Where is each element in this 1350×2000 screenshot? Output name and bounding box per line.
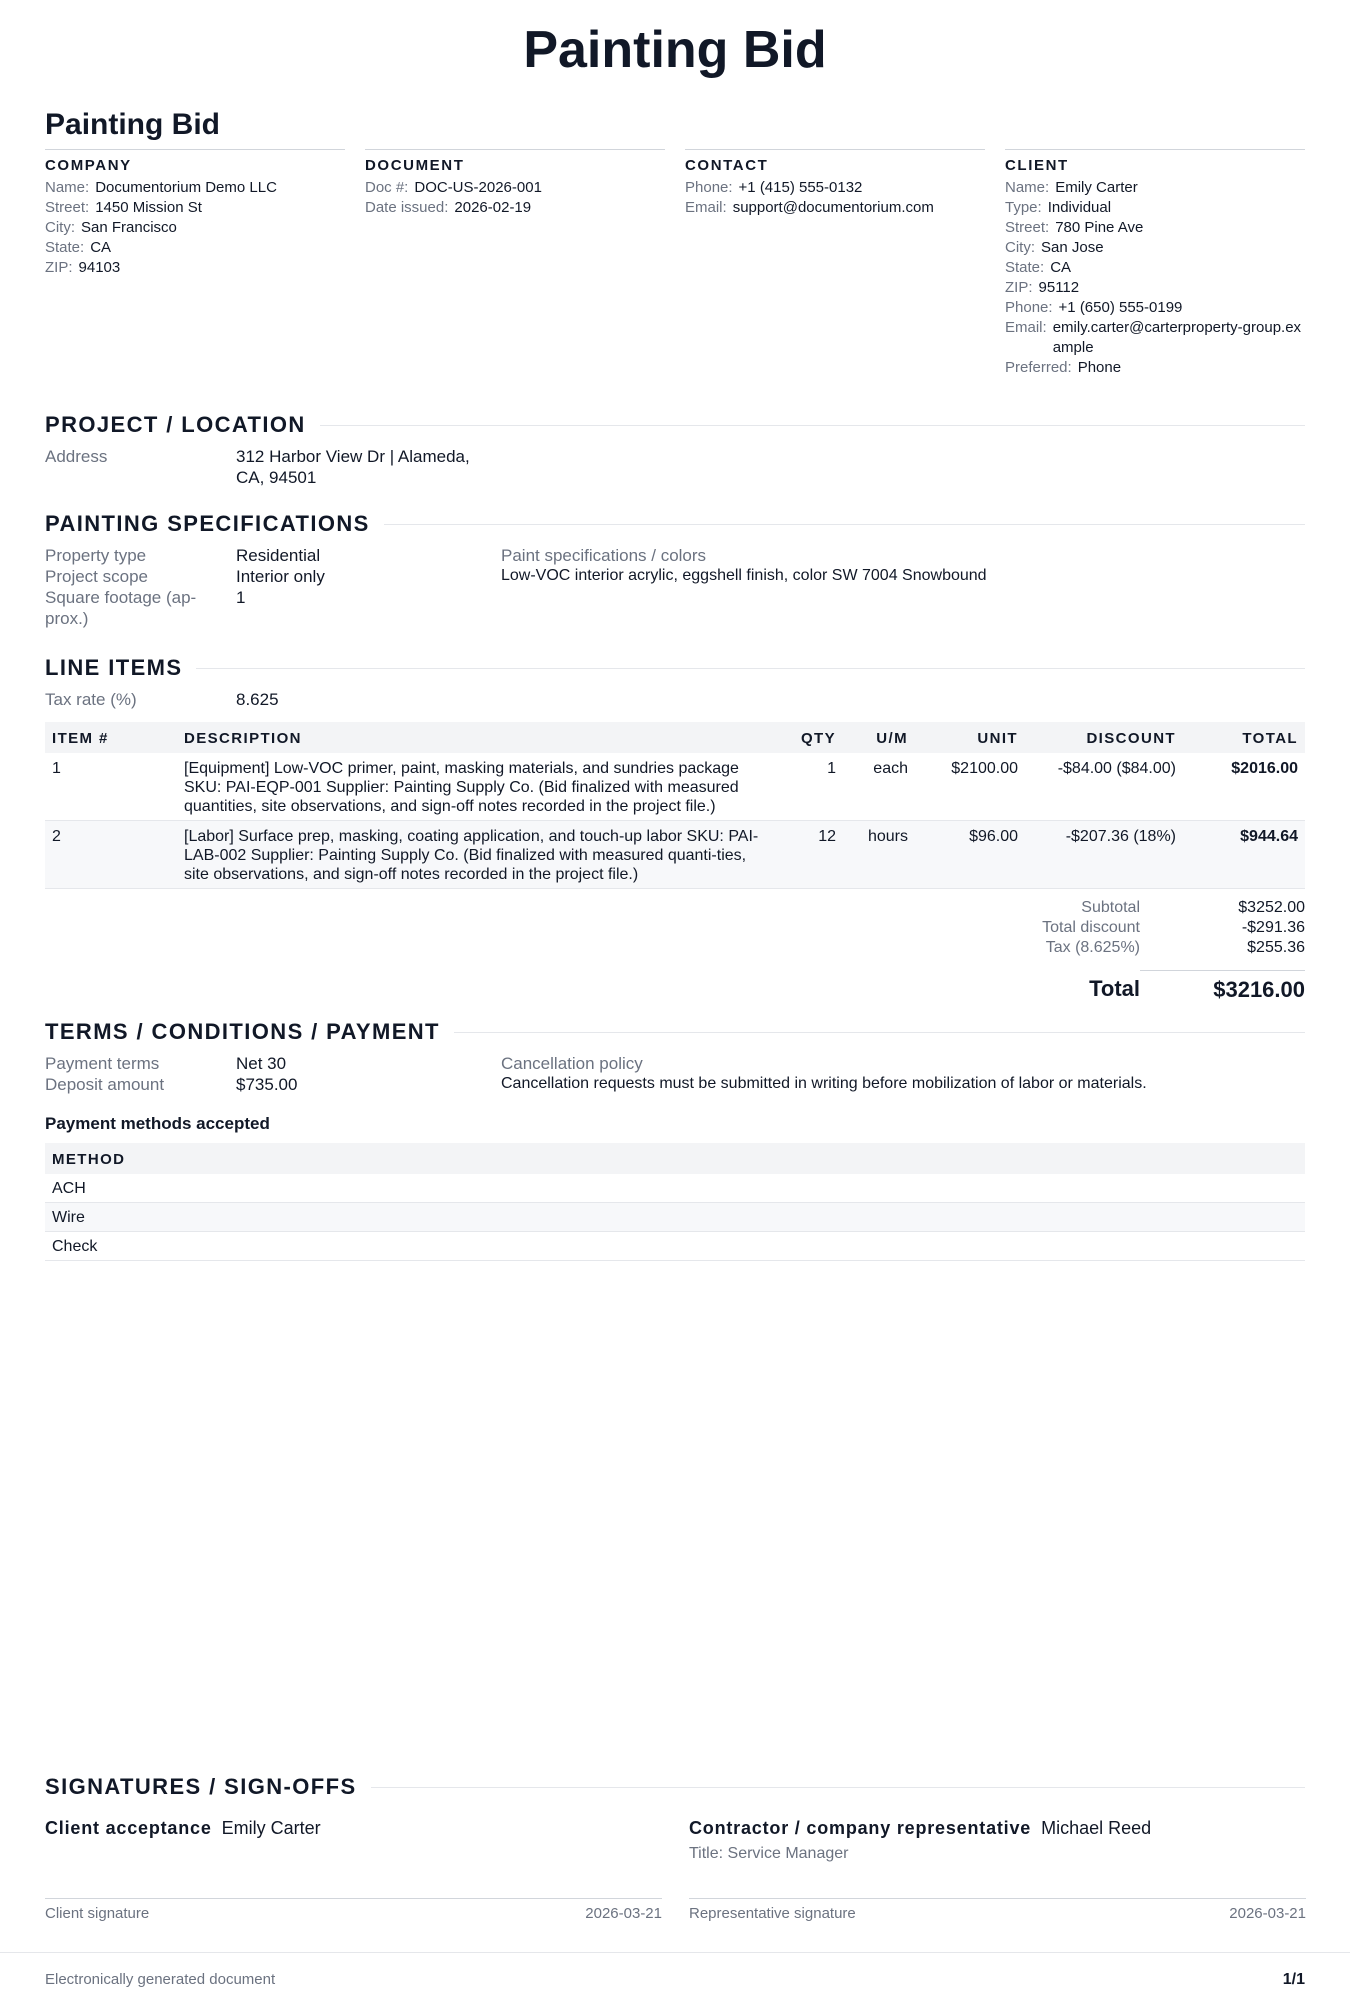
item-unit: $2100.00 <box>915 753 1025 821</box>
payment-terms-label: Payment terms <box>45 1054 160 1073</box>
field-label: Email: <box>685 199 727 216</box>
spec-row <box>45 566 501 587</box>
field-label: Phone: <box>1005 299 1053 316</box>
field-label: Preferred: <box>1005 359 1072 376</box>
table-row <box>45 753 1305 821</box>
rep-signature-date: 2026-03-21 <box>1229 1905 1306 1922</box>
terms-fields <box>45 1053 501 1095</box>
field-label: State: <box>45 239 85 256</box>
rep-title: Title: Service Manager <box>689 1845 849 1862</box>
field-label: Doc #: <box>365 179 409 196</box>
company-row <box>45 258 345 278</box>
field-label: City: <box>1005 239 1035 256</box>
document-block <box>365 149 665 378</box>
payment-terms-value: Net 30 <box>236 1054 287 1073</box>
page-number: 1/1 <box>1282 1971 1305 1988</box>
project-scope: Interior only <box>236 567 325 586</box>
tax-rate-value: 8.625 <box>236 690 279 709</box>
company-row <box>45 218 345 238</box>
contact-row <box>685 178 985 198</box>
client-header: CLIENT <box>1005 157 1069 174</box>
document-row <box>365 178 665 198</box>
client-row <box>1005 358 1305 378</box>
tax-value: $255.36 <box>1247 939 1305 956</box>
client-acceptance-label: Client acceptance <box>45 1818 212 1838</box>
column-header: QTY <box>783 722 843 753</box>
field-label: Phone: <box>685 179 733 196</box>
specs-body <box>45 545 1305 629</box>
company-state: CA <box>90 239 112 256</box>
tax-row <box>900 938 1305 958</box>
contact-phone: +1 (415) 555-0132 <box>738 179 863 196</box>
footer-note: Electronically generated document <box>45 1971 276 1988</box>
page-heading: Painting Bid <box>45 108 220 141</box>
client-name: Emily Carter <box>1055 179 1138 196</box>
contact-block <box>685 149 985 378</box>
address-value: 312 Harbor View Dr | Alameda, CA, 94501 <box>236 447 470 487</box>
cancellation-policy <box>501 1053 1147 1095</box>
spec-row <box>45 545 501 566</box>
company-zip: 94103 <box>78 259 121 276</box>
field-label: ZIP: <box>45 259 73 276</box>
property-type: Residential <box>236 546 321 565</box>
subtotal-label: Subtotal <box>1081 899 1140 916</box>
doc-number: DOC-US-2026-001 <box>414 179 542 196</box>
client-street: 780 Pine Ave <box>1055 219 1144 236</box>
table-header-row <box>45 722 1305 753</box>
company-block <box>45 149 345 378</box>
payment-method: ACH <box>45 1174 1305 1203</box>
field-label: Name: <box>45 179 90 196</box>
payment-method: Check <box>45 1232 1305 1261</box>
rep-signature-block <box>689 1818 1306 1922</box>
client-row <box>1005 178 1305 198</box>
rep-name: Michael Reed <box>1041 1818 1152 1838</box>
client-acceptance-name: Emily Carter <box>221 1818 321 1838</box>
line-items-table <box>45 722 1305 889</box>
client-phone: +1 (650) 555-0199 <box>1058 299 1183 316</box>
contact-email: support@documentorium.com <box>732 199 934 216</box>
table-header-row <box>45 1143 1305 1174</box>
field-label: State: <box>1005 259 1045 276</box>
company-row <box>45 198 345 218</box>
field-label: Street: <box>1005 219 1050 236</box>
item-qty: 1 <box>783 753 843 821</box>
terms-section <box>45 1019 1305 1261</box>
item-discount: -$207.36 (18%) <box>1025 821 1183 889</box>
client-signature-date: 2026-03-21 <box>585 1905 662 1922</box>
company-street: 1450 Mission St <box>95 199 202 216</box>
client-city: San Jose <box>1041 239 1104 256</box>
terms-row <box>45 1053 501 1074</box>
column-header: DISCOUNT <box>1025 722 1183 753</box>
company-row <box>45 178 345 198</box>
column-header: TOTAL <box>1183 722 1305 753</box>
grand-total-row <box>900 970 1305 1003</box>
column-header: METHOD <box>45 1143 1305 1174</box>
client-row <box>1005 198 1305 218</box>
client-type: Individual <box>1047 199 1112 216</box>
client-email: emily.carter@carterproperty-group.example <box>1052 319 1302 356</box>
discount-value: -$291.36 <box>1241 919 1305 936</box>
item-um: each <box>843 753 915 821</box>
column-header: UNIT <box>915 722 1025 753</box>
item-number: 2 <box>45 821 177 889</box>
payment-method: Wire <box>45 1203 1305 1232</box>
spec-label: Property type <box>45 546 147 565</box>
table-row <box>45 1174 1305 1203</box>
item-number: 1 <box>45 753 177 821</box>
contact-row <box>685 198 985 218</box>
client-row <box>1005 238 1305 258</box>
tax-rate-label: Tax rate (%) <box>45 690 137 709</box>
client-acceptance <box>45 1818 662 1839</box>
total-value: $3216.00 <box>1140 970 1305 1003</box>
client-preferred: Phone <box>1077 359 1122 376</box>
section-title: LINE ITEMS <box>45 655 1305 681</box>
document-row <box>365 198 665 218</box>
client-signature-label: Client signature <box>45 1905 150 1922</box>
section-title: SIGNATURES / SIGN-OFFS <box>45 1774 1305 1800</box>
field-label: Date issued: <box>365 199 449 216</box>
section-title: TERMS / CONDITIONS / PAYMENT <box>45 1019 1305 1045</box>
specs-section <box>45 511 1305 629</box>
date-issued: 2026-02-19 <box>454 199 532 216</box>
client-row <box>1005 298 1305 318</box>
item-discount: -$84.00 ($84.00) <box>1025 753 1183 821</box>
item-qty: 12 <box>783 821 843 889</box>
company-name: Documentorium Demo LLC <box>95 179 277 196</box>
address-label: Address <box>45 447 108 466</box>
specs-fields <box>45 545 501 629</box>
document-header: DOCUMENT <box>365 157 465 174</box>
field-label: Street: <box>45 199 90 216</box>
terms-row <box>45 1074 501 1095</box>
payment-methods-table <box>45 1143 1305 1261</box>
item-description: [Equipment] Low-VOC primer, paint, masking materials, and sundries package SKU: PAI-EQP-001 Supplier: Painting Supply Co. (Bid finalized with measured quantities, site observations, and sign-off notes recorded in the project file.) <box>177 753 783 821</box>
discount-label: Total discount <box>1042 919 1140 936</box>
company-city: San Francisco <box>81 219 177 236</box>
paint-specs <box>501 545 987 629</box>
document-title: Painting Bid <box>523 21 827 79</box>
field-label: Type: <box>1005 199 1042 216</box>
totals-block <box>900 898 1305 1003</box>
item-total: $2016.00 <box>1183 753 1305 821</box>
deposit-value: $735.00 <box>236 1075 298 1094</box>
deposit-label: Deposit amount <box>45 1075 165 1094</box>
info-grid <box>45 149 1305 378</box>
column-header: ITEM # <box>45 722 177 753</box>
rep-label: Contractor / company representative <box>689 1818 1032 1838</box>
page-footer <box>0 1952 1350 1988</box>
field-label: Name: <box>1005 179 1050 196</box>
client-signature-block <box>45 1818 662 1922</box>
section-title: PAINTING SPECIFICATIONS <box>45 511 1305 537</box>
total-label: Total <box>1089 976 1140 1001</box>
field-label: City: <box>45 219 75 236</box>
terms-body <box>45 1053 1305 1095</box>
client-zip: 95112 <box>1038 279 1080 296</box>
contact-header: CONTACT <box>685 157 769 174</box>
rep-signature-line <box>689 1898 1306 1922</box>
tax-label: Tax (8.625%) <box>1045 939 1140 956</box>
cancellation-label: Cancellation policy <box>501 1054 643 1073</box>
client-state: CA <box>1050 259 1072 276</box>
tax-rate-field <box>45 689 1305 710</box>
rep-acceptance <box>689 1818 1306 1839</box>
subtotal-row <box>900 898 1305 918</box>
spec-label: Square footage (ap-prox.) <box>45 588 197 628</box>
client-row <box>1005 278 1305 298</box>
field-label: ZIP: <box>1005 279 1033 296</box>
line-items-section <box>45 655 1305 889</box>
table-row <box>45 821 1305 889</box>
company-header: COMPANY <box>45 157 132 174</box>
column-header: DESCRIPTION <box>177 722 783 753</box>
address-field <box>45 446 1305 488</box>
item-um: hours <box>843 821 915 889</box>
client-row <box>1005 258 1305 278</box>
paint-specs-label: Paint specifications / colors <box>501 546 707 565</box>
item-unit: $96.00 <box>915 821 1025 889</box>
item-total: $944.64 <box>1183 821 1305 889</box>
paint-specs-value: Low-VOC interior acrylic, eggshell finish, color SW 7004 Snowbound <box>501 567 987 584</box>
client-signature-line <box>45 1898 662 1922</box>
field-label: Email: <box>1005 319 1047 336</box>
cancellation-value: Cancellation requests must be submitted in writing before mobilization of labor or materials. <box>501 1075 1147 1092</box>
spec-row <box>45 587 501 629</box>
table-row <box>45 1232 1305 1261</box>
column-header: U/M <box>843 722 915 753</box>
subtotal-value: $3252.00 <box>1238 899 1305 916</box>
project-section <box>45 412 1305 488</box>
discount-row <box>900 918 1305 938</box>
item-description: [Labor] Surface prep, masking, coating application, and touch-up labor SKU: PAI-LAB-002 Supplier: Painting Supply Co. (Bid finalized with measured quanti-ties, site observations, and sign-off notes recorded in the project file.) <box>177 821 783 889</box>
rep-signature-label: Representative signature <box>689 1905 856 1922</box>
payment-methods-title: Payment methods accepted <box>45 1114 270 1133</box>
client-row <box>1005 318 1305 358</box>
client-row <box>1005 218 1305 238</box>
client-block <box>1005 149 1305 378</box>
spec-label: Project scope <box>45 567 148 586</box>
signatures-section <box>45 1774 1305 1800</box>
table-row <box>45 1203 1305 1232</box>
company-row <box>45 238 345 258</box>
section-title: PROJECT / LOCATION <box>45 412 1305 438</box>
square-footage: 1 <box>236 588 246 607</box>
